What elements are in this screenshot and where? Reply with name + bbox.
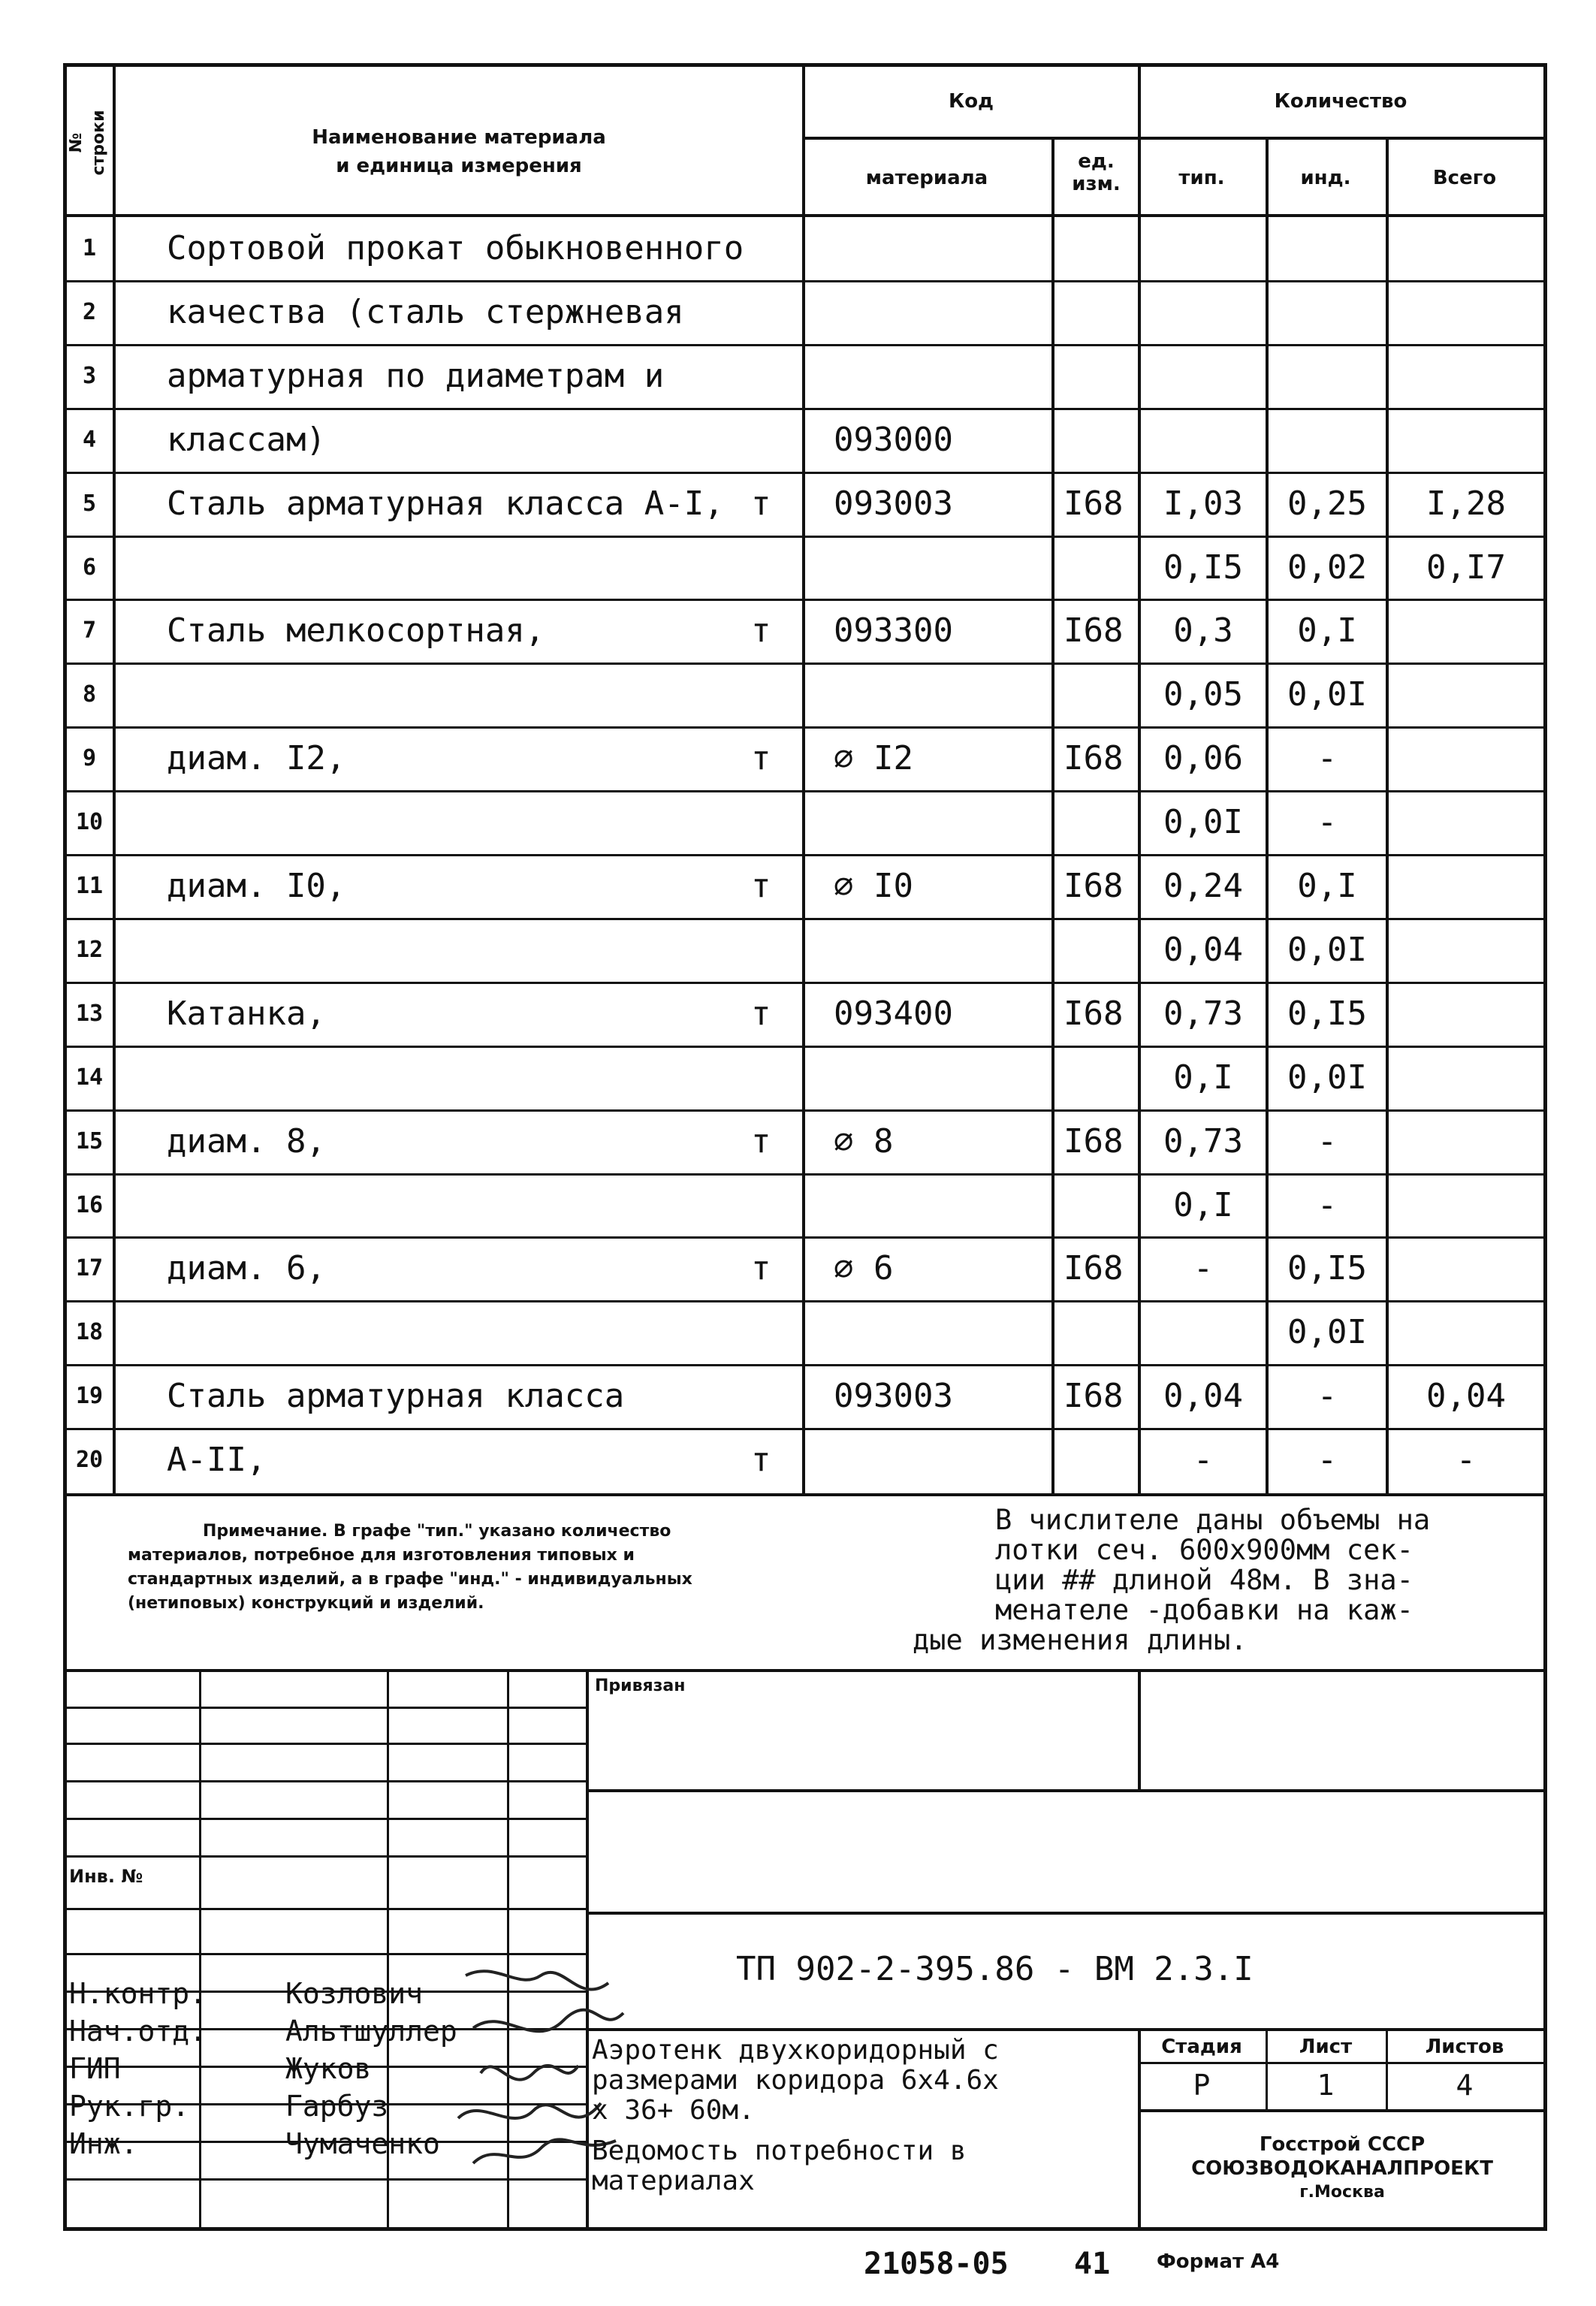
signer-name-3: Жуков [285,2052,372,2085]
note-right-line5: дые изменения длины. [913,1624,1248,1656]
code-header: Код [948,90,994,113]
note-left-line3: стандартных изделий, а в графе "инд." - индивидуальных [128,1570,692,1589]
material-name: А-II, [167,1441,267,1479]
sheets-total-label: Листов [1425,2036,1504,2058]
individual-qty: 0,0I [1287,675,1367,714]
row-divider [63,790,1547,792]
title-line1: Аэротенк двухкоридорный с [592,2035,999,2066]
sheets-total-value: 4 [1456,2069,1474,2102]
individual-qty: 0,I [1297,611,1357,650]
individual-qty: - [1317,1441,1338,1479]
sheet-value: 1 [1317,2069,1335,2102]
material-unit: т [751,867,771,905]
typical-qty: 0,I [1173,1186,1233,1224]
row-number: 13 [75,1001,104,1027]
inventory-number-label: Инв. № [69,1866,143,1887]
row-number: 20 [75,1447,104,1473]
row-number: 16 [75,1192,104,1218]
signer-role-3: ГИП [69,2052,121,2085]
material-name: классам) [167,421,326,459]
signer-name-1: Козлович [285,1977,424,2010]
format-label: Формат А4 [1157,2250,1280,2273]
stage-value: Р [1193,2069,1211,2102]
individual-qty: 0,02 [1287,548,1367,587]
note-right-line4: менателе -добавки на каж- [995,1594,1413,1626]
material-name: качества (сталь стержневая [167,293,684,331]
individual-qty: 0,I [1297,867,1357,905]
org-line3: г.Москва [1299,2183,1385,2202]
individual-qty: 0,25 [1287,484,1367,523]
unit-code: I68 [1063,1122,1124,1161]
row-divider [63,1046,1547,1048]
total-header: Всего [1432,167,1497,189]
name-header-line1: Наименование материала [312,126,606,149]
material-name: диам. 6, [167,1249,326,1287]
row-divider [63,1428,1547,1430]
row-number: 10 [75,809,104,835]
row-divider [63,1236,1547,1239]
typical-qty: I,03 [1163,484,1243,523]
typical-qty: 0,06 [1163,739,1243,777]
row-divider [63,663,1547,665]
row-number: 18 [75,1319,104,1345]
material-unit: т [751,1249,771,1287]
unit-code: I68 [1063,739,1124,777]
material-unit: т [751,1441,771,1479]
unit-code: I68 [1063,1377,1124,1415]
row-divider [63,1173,1547,1176]
row-number: 6 [82,554,97,581]
material-code: ∅ 6 [834,1249,894,1287]
row-number-header: № строки [67,110,108,176]
org-line1: Госстрой СССР [1259,2133,1426,2156]
typical-qty: 0,0I [1163,803,1243,841]
row-divider [63,599,1547,601]
quantity-header: Количество [1274,90,1407,113]
row-number: 1 [82,235,97,261]
frame-bottom [63,2227,1547,2231]
row-number: 5 [82,490,97,517]
individual-qty: 0,0I [1287,1058,1367,1097]
title-line5: материалах [592,2166,755,2196]
row-divider [63,1364,1547,1366]
note-left-line4: (нетиповых) конструкций и изделий. [128,1594,484,1613]
typical-qty: - [1193,1441,1214,1479]
total-qty: 0,I7 [1426,548,1506,587]
material-name: диам. I0, [167,867,346,905]
total-qty: I,28 [1426,484,1506,523]
row-number: 4 [82,427,97,453]
typical-qty: 0,04 [1163,1377,1243,1415]
row-number: 8 [82,681,97,708]
row-divider [63,536,1547,538]
material-unit: т [751,995,771,1033]
total-qty: 0,04 [1426,1377,1506,1415]
material-code: 093000 [834,421,953,459]
individual-qty: 0,0I [1287,1313,1367,1351]
individual-qty: - [1317,739,1338,777]
note-left-line1: Примечание. В графе "тип." указано количество [203,1522,671,1541]
individual-qty: - [1317,1186,1338,1224]
row-number: 2 [82,299,97,325]
frame-top [63,63,1547,67]
note-left-line2: материалов, потребное для изготовления типовых и [128,1546,635,1565]
typical-qty: 0,24 [1163,867,1243,905]
material-unit: т [751,1122,771,1161]
material-code: 093003 [834,1377,953,1415]
signer-role-5: Инж. [69,2127,138,2160]
row-divider [63,918,1547,920]
unit-code: I68 [1063,995,1124,1033]
frame-right [1543,63,1547,2231]
attached-label: Привязан [595,1677,686,1695]
typical-qty: 0,I5 [1163,548,1243,587]
title-line3: х 36+ 60м. [592,2095,755,2126]
typical-qty: 0,73 [1163,1122,1243,1161]
material-unit: т [751,484,771,523]
typical-qty: 0,05 [1163,675,1243,714]
typical-qty: - [1193,1249,1214,1287]
individual-qty: 0,0I [1287,931,1367,969]
row-number: 15 [75,1128,104,1155]
row-divider [63,280,1547,282]
material-code: ∅ I2 [834,739,913,777]
row-number: 7 [82,617,97,644]
material-name: Сталь арматурная класса [167,1377,625,1415]
stage-label: Стадия [1161,2036,1242,2058]
row-divider [63,854,1547,856]
typical-header: тип. [1178,167,1225,189]
row-divider [63,472,1547,474]
individual-header: инд. [1300,167,1351,189]
row-divider [63,344,1547,346]
individual-qty: - [1317,1377,1338,1415]
signer-name-5: Чумаченко [285,2127,440,2160]
individual-qty: 0,I5 [1287,995,1367,1033]
typical-qty: 0,I [1173,1058,1233,1097]
individual-qty: - [1317,1122,1338,1161]
row-divider [63,982,1547,984]
unit-code: I68 [1063,484,1124,523]
signer-name-2: Альтшуллер [285,2015,457,2048]
material-code: ∅ 8 [834,1122,894,1161]
row-number: 12 [75,937,104,963]
note-right-line2: лотки сеч. 600х900мм сек- [995,1534,1413,1566]
material-name: Сталь арматурная класса А-I, [167,484,724,523]
title-line2: размерами коридора 6х4.6х [592,2065,999,2096]
material-code: 093003 [834,484,953,523]
signer-role-4: Рук.гр. [69,2090,190,2123]
title-line4: Ведомость потребности в [592,2135,967,2166]
row-divider [63,726,1547,729]
material-name: диам. I2, [167,739,346,777]
material-code: 093300 [834,611,953,650]
row-number: 3 [82,363,97,389]
material-name: Сталь мелкосортная, [167,611,545,650]
individual-qty: 0,I5 [1287,1249,1367,1287]
material-name: Катанка, [167,995,326,1033]
signer-role-2: Нач.отд. [69,2015,207,2048]
material-code-header: материала [865,167,988,189]
total-qty: - [1456,1441,1477,1479]
material-code: ∅ I0 [834,867,913,905]
unit-header: ед. изм. [1072,150,1121,195]
row-number: 14 [75,1064,104,1091]
name-header-line2: и единица измерения [336,155,582,177]
row-number: 19 [75,1383,104,1409]
material-name: диам. 8, [167,1122,326,1161]
archive-number: 21058-05 [864,2247,1009,2281]
unit-code: I68 [1063,867,1124,905]
typical-qty: 0,3 [1173,611,1233,650]
row-number: 17 [75,1255,104,1281]
material-name: Сортовой прокат обыкновенного [167,229,744,267]
note-right-line1: В числителе даны объемы на [995,1504,1431,1536]
material-code: 093400 [834,995,953,1033]
individual-qty: - [1317,803,1338,841]
row-number: 11 [75,873,104,899]
note-right-line3: ции ## длиной 48м. В зна- [995,1564,1413,1596]
sheet-label: Лист [1299,2036,1353,2058]
typical-qty: 0,73 [1163,995,1243,1033]
document-code: ТП 902-2-395.86 - ВМ 2.3.I [736,1950,1254,1988]
row-divider [63,408,1547,410]
material-unit: т [751,739,771,777]
material-name: арматурная по диаметрам и [167,357,665,395]
material-unit: т [751,611,771,650]
row-number: 9 [82,745,97,771]
row-divider [63,1109,1547,1112]
unit-code: I68 [1063,1249,1124,1287]
signer-role-1: Н.контр. [69,1977,207,2010]
org-line2: СОЮЗВОДОКАНАЛПРОЕКТ [1191,2157,1493,2180]
unit-code: I68 [1063,611,1124,650]
typical-qty: 0,04 [1163,931,1243,969]
sheet-number: 41 [1074,2247,1111,2281]
row-divider [63,1300,1547,1302]
signer-name-4: Гарбуз [285,2090,389,2123]
